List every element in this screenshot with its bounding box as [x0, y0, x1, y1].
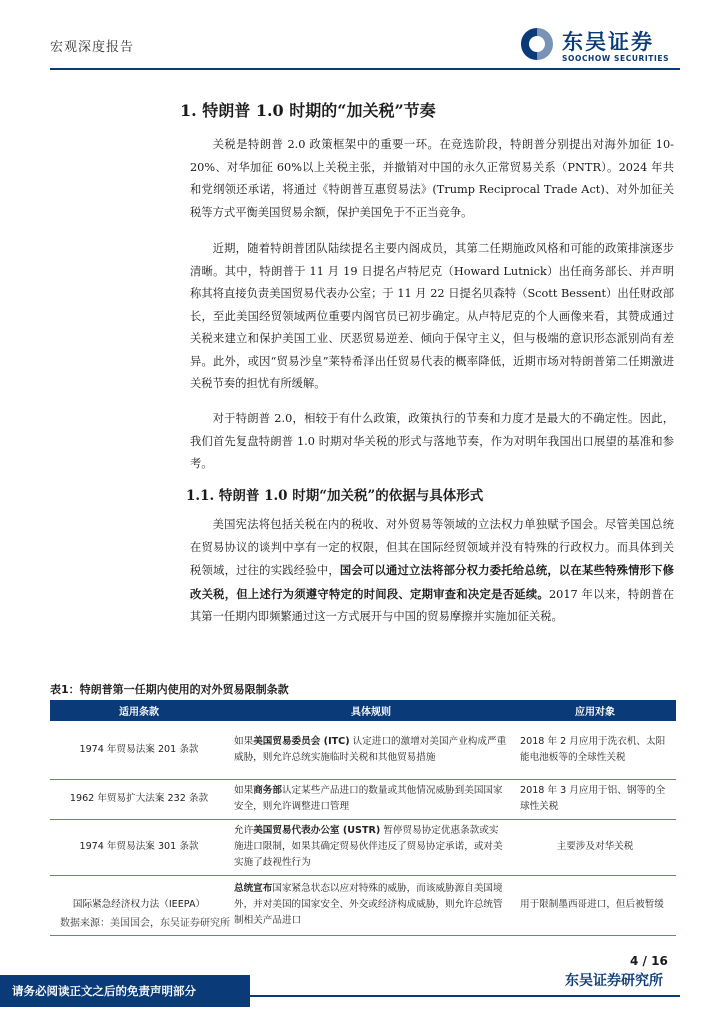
header-target: 应用对象 — [514, 700, 676, 721]
cell-target: 2018 年 2 月应用于洗衣机、太阳能电池板等的全球性关税 — [514, 721, 676, 779]
header-clause: 适用条款 — [50, 700, 228, 721]
paragraph-4-text-a: 美国宪法将包括关税在内的税收、对外贸易等领域的立法权力单独赋予国会。尽管美国总统在贸易协议的谈判中享有一定的权限，但其在国际经贸领域并没有特殊的行政权力。而具体到关税领域，过往的实践经验中， — [190, 518, 674, 577]
table-caption: 表1：特朗普第一任期内使用的对外贸易限制条款 — [50, 683, 289, 696]
page-number: 4 / 16 — [630, 954, 668, 968]
cell-rule — [228, 721, 514, 779]
rule-text: 认定进口的激增对美国产业构成严重威胁，则允许总统实施临时关税和其他贸易措施 — [234, 735, 507, 763]
rule-text: 如果 — [234, 735, 254, 747]
rule-bold: 美国贸易委员会 (ITC) — [253, 735, 350, 747]
table-row — [50, 779, 676, 819]
cell-clause: 国际紧急经济权力法（IEEPA） — [50, 875, 228, 935]
header-divider — [50, 68, 680, 70]
footer-divider — [250, 995, 680, 997]
paragraph-4-text-b: 2017 年以来，特朗普在其第一任期内即频繁通过这一方式展开与中国的贸易摩擦并实施加征关税。 — [190, 587, 674, 623]
paragraph-3: 对于特朗普 2.0，相较于有什么政策，政策执行的节奏和力度才是最大的不确定性。因此，我们首先复盘特朗普 1.0 时期对华关税的形式与落地节奏，作为对明年我国出口展望的基准和参考。 — [190, 412, 674, 470]
rule-bold: 美国贸易代表办公室 (USTR) — [253, 825, 381, 836]
cell-target: 2018 年 3 月应用于铝、钢等的全球性关税 — [514, 779, 676, 819]
cell-rule — [228, 779, 514, 819]
rule-text: 国家紧急状态以应对特殊的威胁，而该威胁源自美国境外，并对美国的国家安全、外交或经济构成威胁，则允许总统管制相关产品进口 — [234, 883, 503, 926]
footer-organization: 东吴证券研究所 — [565, 973, 663, 989]
table-row — [50, 721, 676, 779]
rule-bold: 商务部 — [253, 785, 282, 796]
cell-rule — [228, 875, 514, 935]
table-source-note: 数据来源：美国国会，东吴证券研究所 — [60, 918, 230, 929]
logo-chinese-name: 东吴证券 — [562, 30, 654, 54]
paragraph-4-bold: 国会可以通过立法将部分权力委托给总统，以在某些特殊情形下修改关税，但上述行为须遵守特定的时间段、定期审查和决定是否延续。 — [190, 563, 674, 601]
cell-target: 用于限制墨西哥进口，但后被暂缓 — [514, 875, 676, 935]
section-1-title: 1. 特朗普 1.0 时期的“加关税”节奏 — [180, 101, 436, 120]
report-type-label: 宏观深度报告 — [50, 40, 135, 55]
paragraph-1: 关税是特朗普 2.0 政策框架中的重要一环。在竞选阶段，特朗普分别提出对海外加征 10-20%、对华加征 60%以上关税主张，并撤销对中国的永久正常贸易关系（PNTR）。2024 年共和党纲领还承诺，将通过《特朗普互惠贸易法》(Trump Reciprocal Trade Act)、对外加征关税等方式平衡美国贸易余额，保护美国免于不正当竞争。 — [190, 138, 674, 219]
company-logo — [518, 24, 678, 64]
rule-text: 认定某些产品进口的数量或其他情况威胁到美国国家安全，则允许调整进口管理 — [234, 785, 503, 812]
rule-text: 允许 — [234, 825, 254, 836]
header-rule: 具体规则 — [228, 700, 514, 721]
rule-text: 暂停贸易协定优惠条款或实施进口限制，如果其确定贸易伙伴违反了贸易协定承诺，或对美实施了歧视性行为 — [234, 825, 503, 868]
cell-clause: 1974 年贸易法案 201 条款 — [50, 721, 228, 779]
footer-disclaimer-text[interactable]: 请务必阅读正文之后的免责声明部分 — [12, 984, 196, 998]
logo-english-name: SOOCHOW SECURITIES — [562, 54, 670, 63]
soochow-logo-icon — [518, 26, 556, 62]
cell-target: 主要涉及对华关税 — [514, 819, 676, 875]
cell-rule — [228, 819, 514, 875]
trade-restriction-table — [50, 700, 676, 936]
table-row — [50, 819, 676, 875]
cell-clause: 1974 年贸易法案 301 条款 — [50, 819, 228, 875]
table-header-row — [50, 700, 676, 721]
rule-bold: 总统宣布 — [234, 883, 273, 894]
rule-text: 如果 — [234, 785, 254, 796]
section-1-1-title: 1.1. 特朗普 1.0 时期“加关税”的依据与具体形式 — [186, 488, 484, 504]
paragraph-4 — [190, 514, 674, 629]
cell-clause: 1962 年贸易扩大法案 232 条款 — [50, 779, 228, 819]
paragraph-2: 近期，随着特朗普团队陆续提名主要内阁成员，其第二任期施政风格和可能的政策排演逐步清晰。其中，特朗普于 11 月 19 日提名卢特尼克（Howard Lutnick）出任商务部长、并声明称其将直接负责美国贸易代表办公室；于 11 月 22 日提名贝森特（Scott Bessent）出任财政部长，至此美国经贸领域两位重要内阁官员已初步确定。从卢特尼克的个人画像来看，其赞成通过关税来建立和保护美国工业、厌恶贸易逆差、倾向于保守主义，但与极端的意识形态派别尚有差异。此外，或因“贸易沙皇”莱特希泽出任贸易代表的概率降低，近期市场对特朗普第二任期激进关税节奏的担忧有所缓解。 — [190, 242, 674, 390]
